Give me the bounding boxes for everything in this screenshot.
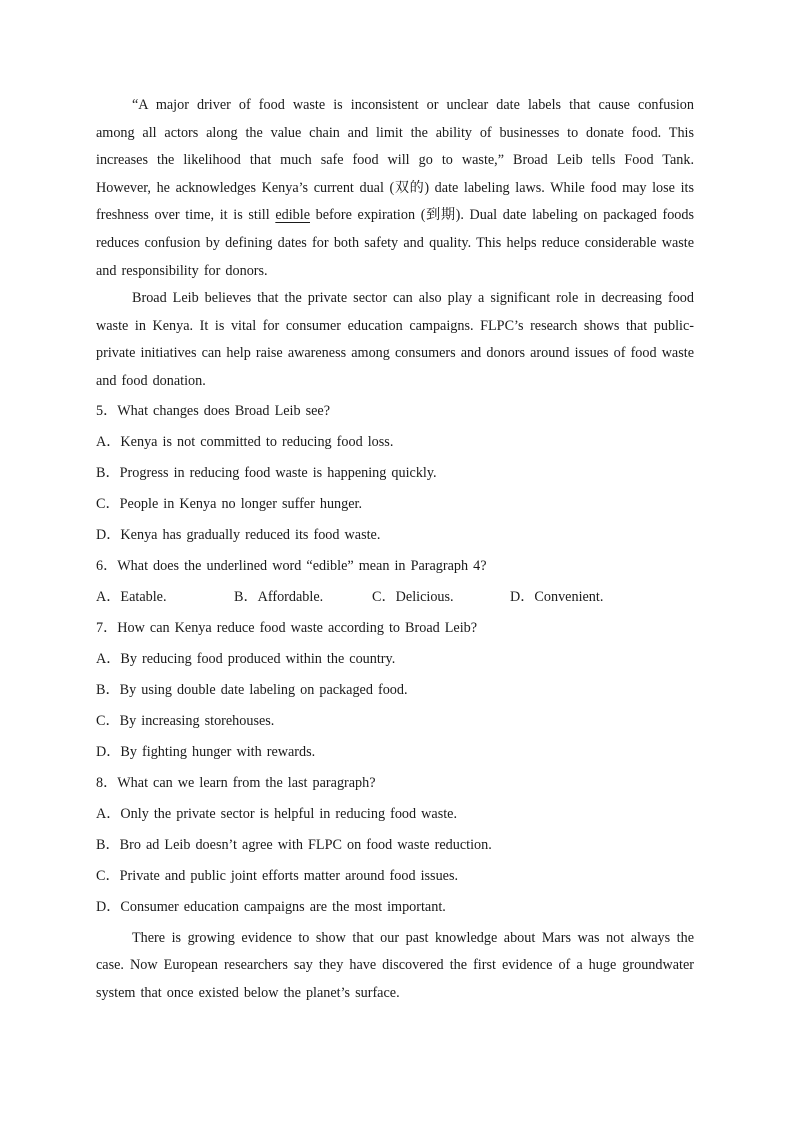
option-b: B．Bro ad Leib doesn’t agree with FLPC on food waste reduction. bbox=[96, 836, 492, 853]
next-passage-paragraph-1: There is growing evidence to show that our past knowledge about Mars was not always the case. Now European researchers say they have discovered the first evidence of a huge groundwater system that once existed below the planet’s surface. bbox=[96, 929, 694, 1001]
option-a: A．By reducing food produced within the country. bbox=[96, 650, 396, 667]
option-d: D．Consumer education campaigns are the most important. bbox=[96, 898, 446, 915]
option-b: B．Progress in reducing food waste is happening quickly. bbox=[96, 464, 437, 481]
option-a: A．Kenya is not committed to reducing food loss. bbox=[96, 433, 394, 450]
question-5 bbox=[96, 396, 694, 551]
question-stem: 7．How can Kenya reduce food waste according to Broad Leib? bbox=[96, 619, 478, 636]
option-c: C．Private and public joint efforts matter around food issues. bbox=[96, 867, 459, 884]
option-d: D．By fighting hunger with rewards. bbox=[96, 743, 316, 760]
passage-paragraph-4: Broad Leib believes that the private sector can also play a significant role in decreasing food waste in Kenya. It is vital for consumer education campaigns. FLPC’s research shows that public-private initiatives can help raise awareness among consumers and donors around issues of food waste and food donation. bbox=[96, 290, 694, 389]
option-b: B．By using double date labeling on packaged food. bbox=[96, 681, 408, 698]
question-8 bbox=[96, 768, 694, 923]
question-stem: 8．What can we learn from the last paragraph? bbox=[96, 774, 376, 791]
question-6 bbox=[96, 551, 694, 613]
question-stem: 6．What does the underlined word “edible” mean in Paragraph 4? bbox=[96, 557, 487, 574]
document-page bbox=[96, 92, 694, 1007]
question-7 bbox=[96, 613, 694, 768]
option-a: A．Eatable. bbox=[96, 588, 167, 605]
options-row bbox=[96, 582, 694, 613]
option-c: C．By increasing storehouses. bbox=[96, 712, 275, 729]
question-stem: 5．What changes does Broad Leib see? bbox=[96, 402, 331, 419]
underlined-word-edible: edible bbox=[275, 207, 310, 224]
option-d: D．Convenient. bbox=[510, 588, 604, 605]
option-c: C．Delicious. bbox=[372, 588, 454, 605]
paragraph-3-text-end: before expiration (到期). Dual date labeling on packaged foods reduces confusion by defining dates for both safety and quality. This helps reduce considerable waste and responsibility for donors. bbox=[96, 207, 695, 279]
option-c: C．People in Kenya no longer suffer hunger. bbox=[96, 495, 363, 512]
passage-paragraph-3 bbox=[96, 92, 694, 285]
option-a: A．Only the private sector is helpful in reducing food waste. bbox=[96, 805, 458, 822]
option-d: D．Kenya has gradually reduced its food waste. bbox=[96, 526, 381, 543]
option-b: B．Affordable. bbox=[234, 588, 324, 605]
paragraph-3-text-start: “A major driver of food waste is inconsistent or unclear date labels that cause confusion among all actors along the value chain and limit the ability of businesses to donate food. This increases the likelihood that much safe food will go to waste,” Broad Leib tells Food Tank. However, he acknowledges Kenya’s current dual (双的) date labeling laws. While food may lose its freshness over time, it is still bbox=[96, 97, 694, 224]
